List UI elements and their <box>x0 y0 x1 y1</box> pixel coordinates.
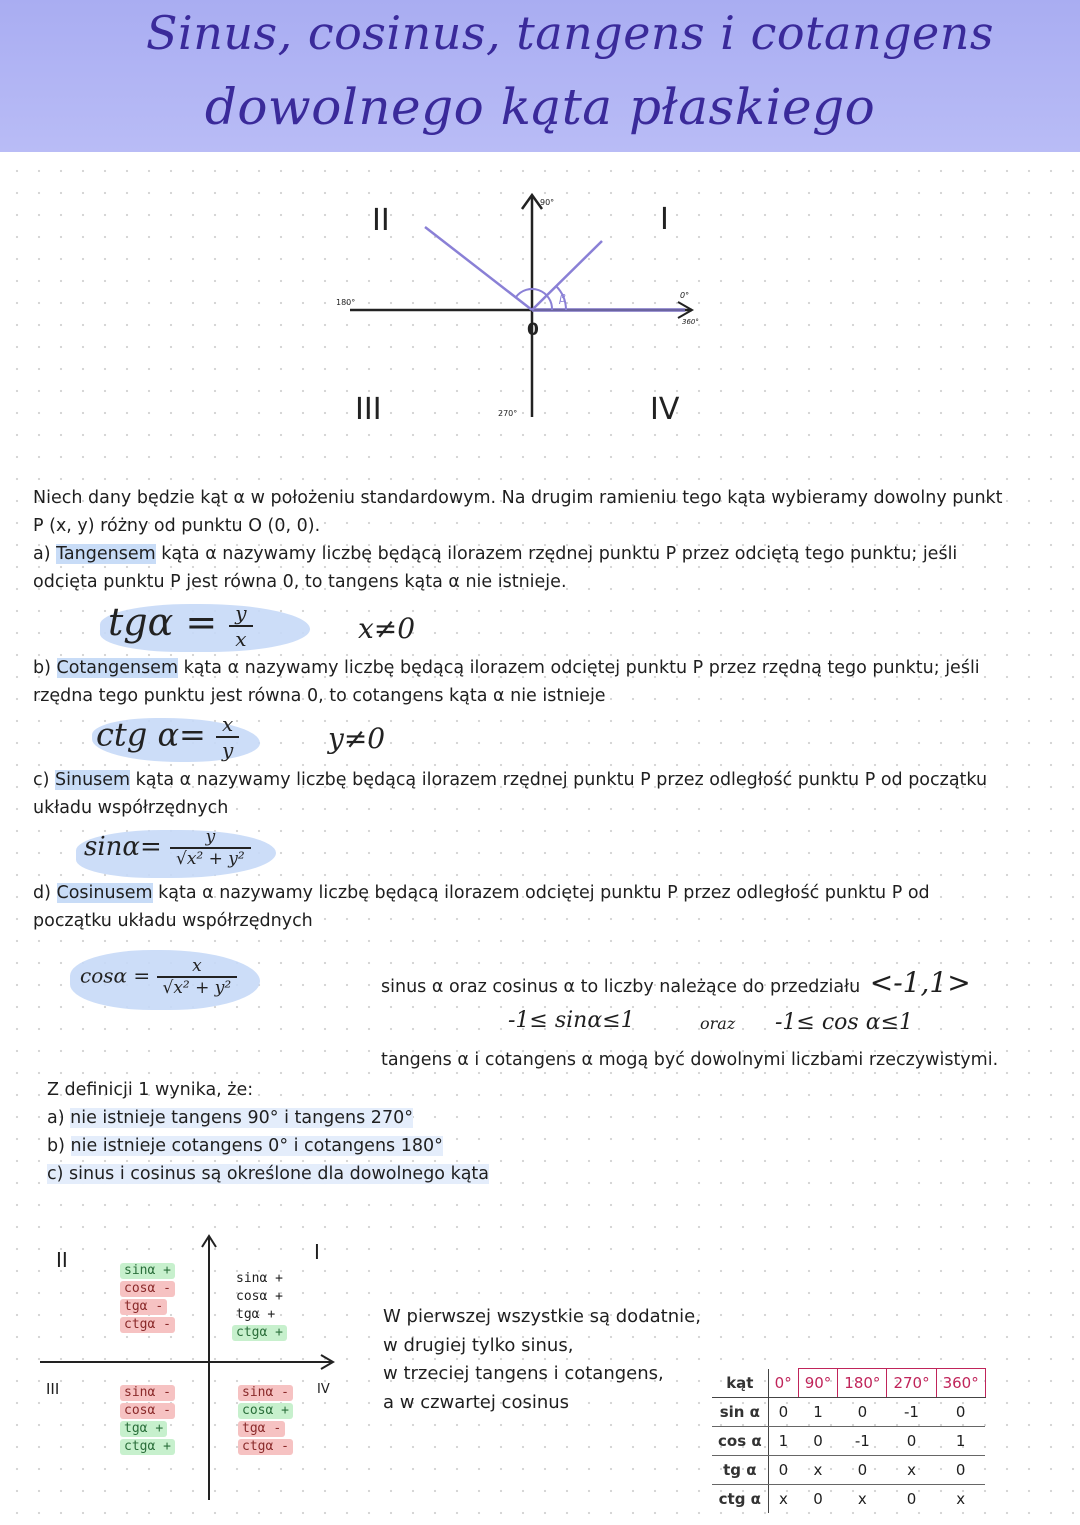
def-c-prefix: c) <box>33 770 56 790</box>
signs-q4-list <box>238 1384 293 1456</box>
consequence-a-prefix: a) <box>47 1108 71 1128</box>
rhyme-line-4: a w czwartej cosinus <box>383 1391 570 1413</box>
table-cell: 0 <box>768 1398 798 1427</box>
table-row-label: cos α <box>712 1427 768 1456</box>
table-header-row <box>712 1369 985 1398</box>
definition-cosinus-cont: początku układu współrzędnych <box>33 911 313 931</box>
rhyme-line-1: W pierwszej wszystkie są dodatnie, <box>383 1306 701 1327</box>
def-a-prefix: a) <box>33 544 57 564</box>
table-cell: x <box>857 1490 867 1508</box>
cos-denominator: √x² + y² <box>162 978 232 998</box>
definition-cotangens-cont: rzędna tego punktu jest równa 0, to cotangens kąta α nie istnieje <box>33 686 606 706</box>
label-180: 180° <box>336 298 356 307</box>
cos-formula-lhs: cosα = <box>80 963 151 988</box>
quadrant-iv-label: IV <box>650 392 680 427</box>
cos-range: -1≤ cos α≤1 <box>775 1010 913 1035</box>
def-a-text: kąta α nazywamy liczbę będącą ilorazem rzędnej punktu P przez odciętą tego punktu; jeśli <box>155 544 958 564</box>
rhyme-line-3: w trzeciej tangens i cotangens, <box>383 1363 664 1384</box>
tg-formula <box>108 600 253 651</box>
tg-condition: x≠0 <box>358 612 416 645</box>
table-cell: 0 <box>838 1398 887 1427</box>
table-cell: 0 <box>936 1398 985 1427</box>
quadrant-i-label: I <box>660 202 669 237</box>
table-cell: x <box>887 1456 936 1485</box>
range-statement <box>381 966 971 999</box>
table-row-label: tg α <box>712 1456 768 1485</box>
second-arm-line <box>425 227 532 310</box>
table-row <box>712 1398 985 1427</box>
signs-quadrant-ii: II <box>56 1248 68 1272</box>
cos-formula <box>80 956 237 998</box>
signs-quadrant-iii: III <box>46 1380 60 1398</box>
beta-label: β <box>559 292 567 305</box>
table-cell: 0 <box>768 1456 798 1485</box>
ctg-formula <box>96 712 239 762</box>
table-cell: -1 <box>838 1427 887 1456</box>
consequence-a <box>47 1104 489 1132</box>
table-cell: x <box>956 1490 966 1508</box>
q3-ctg: ctgα + <box>120 1439 175 1455</box>
definition-tangens <box>33 540 1043 568</box>
intro-line-1: Niech dany będzie kąt α w położeniu standardowym. Na drugim ramieniu tego kąta wybieramy dowolny punkt <box>33 488 1003 508</box>
table-cell: x <box>778 1490 788 1508</box>
q1-tg: tgα + <box>236 1307 276 1322</box>
ctg-formula-lhs: ctg α= <box>96 715 206 754</box>
q2-cos: cosα - <box>120 1281 175 1297</box>
definition-sinus-cont: układu współrzędnych <box>33 798 229 818</box>
definition-tangens-cont: odcięta punktu P jest równa 0, to tangens kąta α nie istnieje. <box>33 572 567 592</box>
ctg-numerator: x <box>216 712 239 738</box>
ctg-condition: y≠0 <box>328 722 386 755</box>
consequence-b <box>47 1132 489 1160</box>
label-360: 360° <box>682 318 699 326</box>
table-header-cell: 180° <box>838 1369 887 1398</box>
consequence-a-text: nie istnieje tangens 90° i tangens 270° <box>70 1108 413 1128</box>
signs-quadrant-i: I <box>314 1240 320 1264</box>
consequences-heading: Z definicji 1 wynika, że: <box>47 1080 254 1100</box>
table-cell: 1 <box>936 1427 985 1456</box>
def-b-prefix: b) <box>33 658 57 678</box>
term-tangens: Tangensem <box>56 544 156 564</box>
signs-q3-list <box>120 1384 175 1456</box>
definition-cosinus <box>33 879 1043 907</box>
consequence-c-text: c) sinus i cosinus są określone dla dowolnego kąta <box>47 1164 490 1184</box>
range-interval: <-1,1> <box>869 966 971 999</box>
definition-cotangens <box>33 654 1043 682</box>
term-cosinus: Cosinusem <box>56 883 153 903</box>
quadrant-ii-label: II <box>372 203 390 238</box>
sin-denominator: √x² + y² <box>176 849 245 869</box>
q4-cos: cosα + <box>238 1403 293 1419</box>
consequence-b-prefix: b) <box>47 1136 71 1156</box>
ctg-denominator: y <box>222 738 234 762</box>
values-table <box>712 1368 986 1513</box>
table-cell: 1 <box>768 1427 798 1456</box>
origin-label: 0 <box>527 320 539 340</box>
q1-sin: sinα + <box>236 1271 283 1286</box>
def-d-text: kąta α nazywamy liczbę będącą ilorazem odciętej punktu P przez odległość punktu P od <box>152 883 930 903</box>
sin-numerator: y <box>170 827 251 849</box>
tg-denominator: x <box>235 626 247 651</box>
table-header-cell: kąt <box>712 1369 768 1398</box>
angle-diagram <box>330 185 730 430</box>
page-title: Sinus, cosinus, tangens i cotangens <box>146 6 994 60</box>
q4-ctg: ctgα - <box>238 1439 293 1455</box>
signs-q2-list <box>120 1262 175 1334</box>
q3-tg: tgα + <box>120 1421 167 1437</box>
first-arm-line <box>532 241 602 310</box>
table-cell: -1 <box>887 1398 936 1427</box>
q3-cos: cosα - <box>120 1403 175 1419</box>
signs-rhyme <box>383 1303 701 1417</box>
cos-numerator: x <box>157 956 238 978</box>
tg-numerator: y <box>229 601 252 627</box>
table-cell: 0 <box>838 1456 887 1485</box>
q4-sin: sinα - <box>238 1385 293 1401</box>
quadrant-iii-label: III <box>355 392 382 427</box>
def-c-text: kąta α nazywamy liczbę będącą ilorazem rzędnej punktu P przez odległość punktu P od początku <box>130 770 988 790</box>
table-cell: x <box>798 1456 838 1485</box>
table-header-cell: 90° <box>798 1369 838 1398</box>
intro-line-2: P (x, y) różny od punktu O (0, 0). <box>33 516 321 536</box>
table-cell: 0 <box>887 1427 936 1456</box>
q2-ctg: ctgα - <box>120 1317 175 1333</box>
table-cell: 0 <box>936 1456 985 1485</box>
q2-sin: sinα + <box>120 1263 175 1279</box>
term-cotangens: Cotangensem <box>56 658 179 678</box>
tg-formula-lhs: tgα = <box>108 600 218 644</box>
sin-formula <box>84 827 251 869</box>
consequence-c <box>47 1160 489 1188</box>
table-header-cell: 0° <box>768 1369 798 1398</box>
consequences-list <box>47 1076 489 1188</box>
term-sinus: Sinusem <box>55 770 131 790</box>
header-banner <box>0 0 1080 152</box>
rhyme-line-2: w drugiej tylko sinus, <box>383 1334 574 1356</box>
table-row <box>712 1485 985 1514</box>
table-cell: 0 <box>813 1490 823 1508</box>
table-row-label: ctg α <box>712 1485 768 1514</box>
table-row <box>712 1427 985 1456</box>
label-0: 0° <box>680 291 690 300</box>
range-oraz: oraz <box>700 1014 736 1033</box>
tg-ctg-range: tangens α i cotangens α mogą być dowolnymi liczbami rzeczywistymi. <box>381 1050 999 1070</box>
range-text: sinus α oraz cosinus α to liczby należące do przedziału <box>381 977 861 997</box>
q1-ctg: ctgα + <box>232 1325 287 1341</box>
page-subtitle: dowolnego kąta płaskiego <box>204 78 876 136</box>
label-270: 270° <box>498 409 518 418</box>
sin-formula-lhs: sinα= <box>84 832 162 862</box>
consequence-b-text: nie istnieje cotangens 0° i cotangens 180° <box>70 1136 443 1156</box>
table-cell: 0 <box>906 1490 917 1508</box>
table-cell: 1 <box>798 1398 838 1427</box>
table-header-cell: 270° <box>887 1369 936 1398</box>
signs-quadrant-iv: IV <box>317 1382 330 1397</box>
q2-tg: tgα - <box>120 1299 167 1315</box>
table-cell: 0 <box>798 1427 838 1456</box>
def-d-prefix: d) <box>33 883 57 903</box>
q3-sin: sinα - <box>120 1385 175 1401</box>
table-row <box>712 1456 985 1485</box>
q4-tg: tgα - <box>238 1421 285 1437</box>
sin-range: -1≤ sinα≤1 <box>508 1008 635 1033</box>
signs-q1-list <box>232 1270 287 1342</box>
label-90: 90° <box>540 198 555 207</box>
def-b-text: kąta α nazywamy liczbę będącą ilorazem odciętej punktu P przez rzędną tego punktu; jeśli <box>178 658 980 678</box>
definition-sinus <box>33 766 1043 794</box>
signs-axes <box>35 1232 345 1507</box>
q1-cos: cosα + <box>236 1289 283 1304</box>
table-row-label: sin α <box>712 1398 768 1427</box>
table-header-cell: 360° <box>936 1369 985 1398</box>
